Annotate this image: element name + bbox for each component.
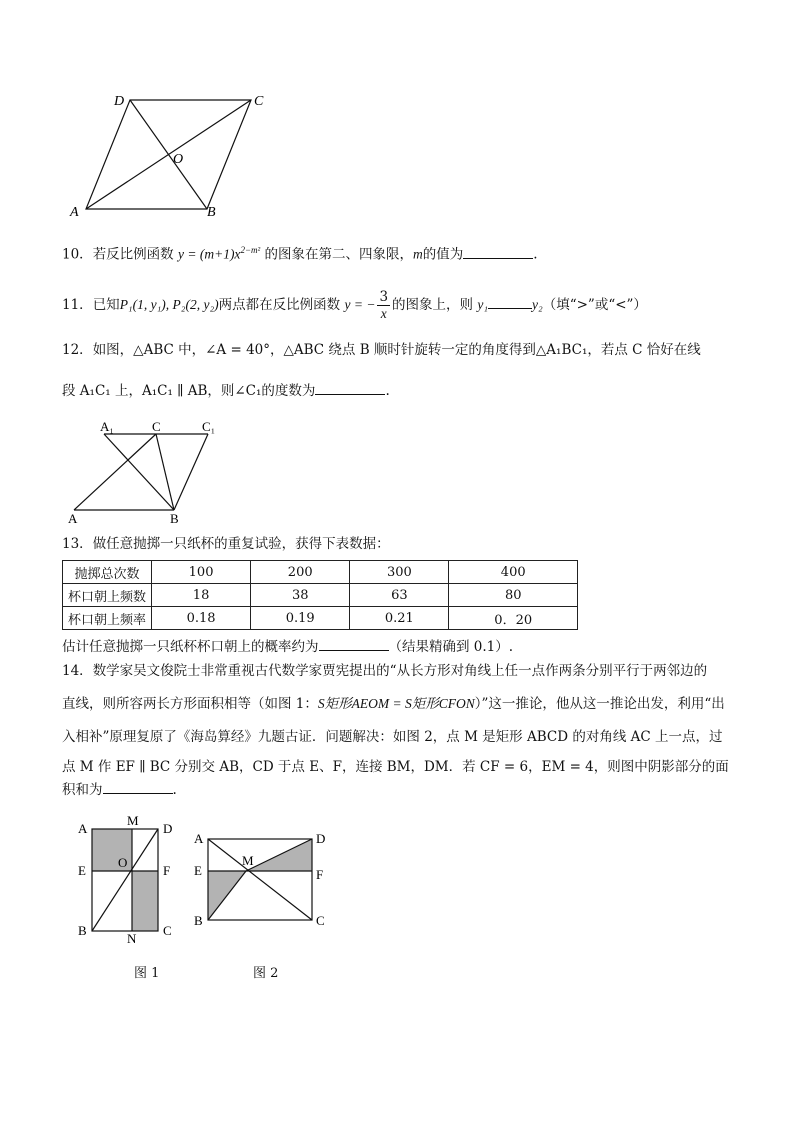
label-d: D	[114, 94, 125, 109]
question-12-line1	[62, 340, 701, 360]
q10-end: .	[533, 246, 538, 263]
fig1-label-f: F	[163, 863, 171, 878]
q10-post: 的图象在第二、四象限，	[264, 246, 414, 263]
q11-y1: y₁	[477, 297, 489, 312]
q11-fraction	[377, 290, 390, 321]
table-row	[63, 561, 578, 584]
fig2-label-m: M	[242, 853, 254, 868]
fig1-label-n: N	[127, 931, 137, 945]
segment-bc	[156, 434, 174, 510]
question-12-line2	[62, 381, 390, 401]
q10-pre: 若反比例函数	[92, 246, 174, 263]
q10-post2: 的值为	[422, 246, 464, 263]
fig1-label-e: E	[78, 863, 86, 878]
q14-end: .	[172, 782, 177, 798]
diagonal-bd	[130, 100, 207, 209]
figure-1	[70, 815, 190, 945]
table-cell: 杯口朝上频率	[63, 607, 152, 630]
segment-bc1	[174, 434, 208, 510]
q11-points: P₁(1, y₁), P₂(2, y₂)	[119, 297, 219, 312]
q11-answer-blank[interactable]	[488, 295, 532, 309]
label-a: A	[68, 511, 78, 526]
q14-line1: 数学家吴文俊院士非常重视古代数学家贾宪提出的“从长方形对角线上任一点作两条分别平行于两邻边的	[92, 663, 708, 679]
question-14-line1	[62, 661, 707, 681]
label-c: C	[254, 94, 264, 109]
table-cell: 18	[152, 584, 251, 607]
label-c: C	[152, 420, 161, 434]
question-13	[62, 534, 390, 554]
q10-formula: y = (m+1)x	[177, 246, 241, 262]
fig1-label-a: A	[78, 821, 88, 836]
shaded-rect-cfon	[132, 871, 158, 931]
question-11	[62, 290, 647, 321]
q12-answer-blank[interactable]	[315, 381, 385, 395]
q11-fraction-num: 3	[379, 289, 389, 305]
fig2-label-b: B	[194, 913, 203, 928]
figure-2-caption: 图 2	[253, 966, 279, 981]
table-cell: 400	[449, 561, 578, 584]
label-o: O	[173, 152, 184, 167]
q12-line2: 段 A₁C₁ 上，A₁C₁ ∥ AB，则∠C₁的度数为	[62, 383, 316, 399]
rhombus-figure	[60, 88, 290, 223]
q13-estimate-hint: （结果精确到 0.1）.	[388, 639, 514, 655]
q11-pre: 已知	[92, 297, 120, 313]
q12-number: 12．	[62, 342, 93, 358]
q13-intro: 做任意抛掷一只纸杯的重复试验，获得下表数据：	[92, 536, 390, 552]
q11-mid2: 的图象上，则	[392, 297, 474, 313]
q13-estimate: 估计任意抛掷一只纸杯杯口朝上的概率约为	[62, 639, 319, 655]
q11-mid: 两点都在反比例函数	[218, 297, 341, 313]
q14-line3: 入相补”原理复原了《海岛算经》九题古证．问题解决：如图 2，点 M 是矩形 ABCD 的对角线 AC 上一点，过	[62, 729, 723, 745]
q11-hint: （填“>”或“<”）	[542, 297, 647, 313]
question-13-estimate	[62, 637, 513, 657]
q14-line2-post: ）”这一推论，他从这一推论出发，利用“出	[474, 696, 725, 712]
frequency-table	[62, 560, 578, 630]
q12-figure	[60, 420, 230, 528]
label-a: A	[70, 205, 79, 220]
label-a1: A₁	[100, 420, 114, 434]
q13-number: 13．	[62, 536, 93, 552]
fig1-label-m: M	[127, 815, 139, 828]
table-cell: 300	[350, 561, 449, 584]
question-14-line4	[62, 757, 729, 777]
q14-answer-blank[interactable]	[103, 780, 173, 794]
table-cell: 0.19	[251, 607, 350, 630]
fig1-label-b: B	[78, 923, 87, 938]
q12-line1: 如图，△ABC 中，∠A = 40°，△ABC 绕点 B 顺时针旋转一定的角度得到△A₁BC₁，若点 C 恰好在线	[92, 342, 701, 358]
label-b: B	[207, 205, 216, 220]
q14-number: 14．	[62, 663, 93, 679]
figure-2	[190, 825, 340, 935]
fig1-label-o: O	[118, 855, 128, 870]
fig1-label-d: D	[163, 821, 173, 836]
q11-y2: y₂	[532, 297, 543, 312]
q12-end: .	[385, 383, 390, 399]
table-cell: 200	[251, 561, 350, 584]
table-cell: 0．20	[449, 607, 578, 630]
q13-answer-blank[interactable]	[319, 637, 389, 651]
fig2-label-a: A	[194, 831, 204, 846]
table-row	[63, 584, 578, 607]
q11-number: 11．	[62, 297, 93, 313]
table-cell: 0.21	[350, 607, 449, 630]
table-row	[63, 607, 578, 630]
q14-line2-formula: S矩形AEOM = S矩形CFON	[317, 696, 475, 711]
q11-fraction-den: x	[380, 306, 387, 321]
fig2-label-d: D	[316, 831, 326, 846]
table-cell: 抛掷总次数	[63, 561, 152, 584]
question-14-line3	[62, 727, 723, 747]
label-b: B	[170, 511, 179, 526]
table-cell: 80	[449, 584, 578, 607]
table-cell: 100	[152, 561, 251, 584]
table-cell: 38	[251, 584, 350, 607]
q14-line4: 点 M 作 EF ∥ BC 分别交 AB，CD 于点 E、F，连接 BM，DM．若 CF = 6，EM = 4，则图中阴影部分的面	[62, 759, 729, 775]
fig1-label-c: C	[163, 923, 172, 938]
q14-line5: 积和为	[62, 782, 103, 798]
table-cell: 0.18	[152, 607, 251, 630]
label-c1: C₁	[202, 420, 216, 434]
figure-1-caption: 图 1	[134, 966, 160, 981]
q10-number: 10．	[62, 246, 93, 263]
question-10	[62, 240, 538, 265]
q10-answer-blank[interactable]	[463, 245, 533, 259]
q11-func: y = −	[344, 297, 376, 312]
fig2-label-c: C	[316, 913, 325, 928]
q10-exponent: 2−m²	[240, 245, 261, 255]
question-14-line5	[62, 780, 177, 800]
fig2-label-e: E	[194, 863, 202, 878]
q14-line2-pre: 直线，则所容两长方形面积相等（如图 1：	[62, 696, 318, 712]
table-cell: 63	[350, 584, 449, 607]
fig2-label-f: F	[316, 867, 324, 882]
q10-m: m	[413, 246, 423, 262]
question-14-line2	[62, 694, 725, 714]
table-cell: 杯口朝上频数	[63, 584, 152, 607]
